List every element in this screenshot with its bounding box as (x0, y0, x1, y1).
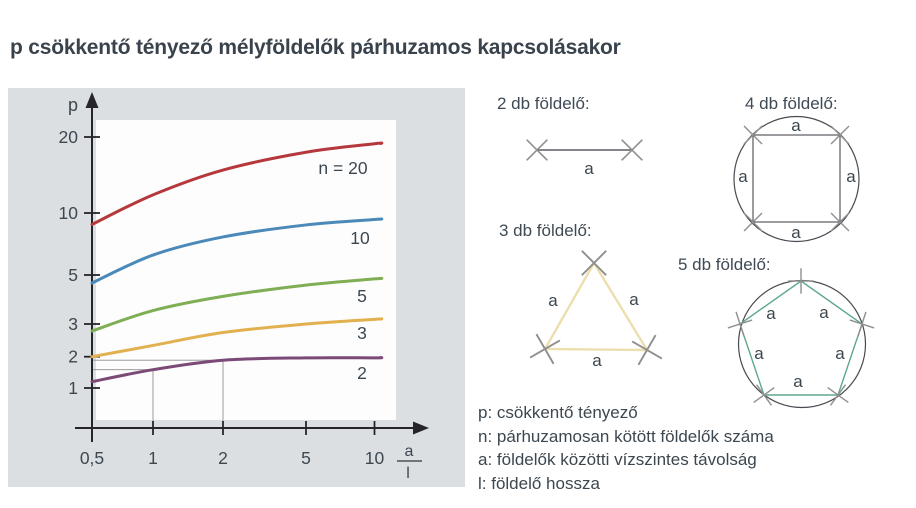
spacing-label: a (738, 167, 748, 186)
spacing-label: a (835, 344, 845, 363)
spacing-label: a (793, 372, 803, 391)
y-tick-label: 2 (68, 346, 78, 367)
spacing-label: a (629, 290, 639, 309)
spacing-label: a (766, 304, 776, 323)
spacing-label: a (584, 159, 594, 178)
curve-label-5: 5 (357, 286, 367, 306)
x-axis-label-denominator: l (406, 465, 410, 482)
diagram-2-electrodes (520, 120, 650, 182)
legend-line-p: p: csökkentő tényező (478, 403, 638, 422)
x-tick-label: 1 (148, 448, 158, 468)
electrode-x-marker (788, 268, 813, 293)
diagram-4-electrodes (725, 110, 870, 250)
y-tick-label: 5 (68, 265, 78, 285)
diagram-5-electrodes (730, 272, 875, 417)
spacing-label: a (791, 223, 801, 242)
y-tick-label: 10 (58, 203, 78, 223)
p-reduction-chart (8, 88, 465, 487)
x-tick-label: 10 (364, 448, 385, 468)
curve-label-n20: n = 20 (318, 158, 368, 178)
symbol-legend (478, 401, 774, 495)
x-tick-label: 0,5 (79, 448, 105, 468)
x-tick-label: 2 (218, 448, 228, 468)
electrode-x-marker (850, 312, 874, 336)
x-axis-label-numerator: a (404, 443, 414, 460)
diagram-5-title: 5 db földelő: (678, 255, 771, 274)
y-tick-label: 3 (68, 314, 78, 334)
legend-line-n: n: párhuzamosan kötött földelők száma (478, 426, 774, 446)
spacing-label: a (819, 303, 829, 322)
diagram-3-electrodes (525, 245, 675, 395)
spacing-label: a (754, 344, 764, 363)
curve-label-10: 10 (350, 228, 370, 248)
y-axis-label: p (67, 95, 78, 115)
legend-line-a: a: földelők közötti vízszintes távolság (478, 450, 757, 469)
spacing-label: a (592, 351, 602, 370)
square-outline (753, 135, 840, 222)
curve-label-2: 2 (357, 363, 367, 383)
y-tick-label: 20 (58, 127, 78, 147)
diagram-2-title: 2 db földelő: (497, 94, 590, 113)
spacing-label: a (548, 291, 558, 310)
legend-line-l: l: földelő hossza (478, 473, 600, 493)
diagram-4-title: 4 db földelő: (745, 94, 838, 113)
y-tick-label: 1 (68, 378, 78, 398)
x-tick-label: 5 (301, 448, 311, 468)
x-axis-arrow (413, 422, 429, 435)
electrode-x-marker (582, 251, 606, 275)
page-title: p csökkentő tényező mélyföldelők párhuzamos kapcsolásakor (10, 36, 621, 59)
spacing-label: a (791, 116, 801, 135)
spacing-label: a (846, 167, 856, 186)
y-axis-arrow (86, 92, 99, 108)
curve-label-3: 3 (357, 323, 367, 343)
diagram-3-title: 3 db földelő: (499, 221, 592, 240)
chart-panel (8, 88, 465, 487)
